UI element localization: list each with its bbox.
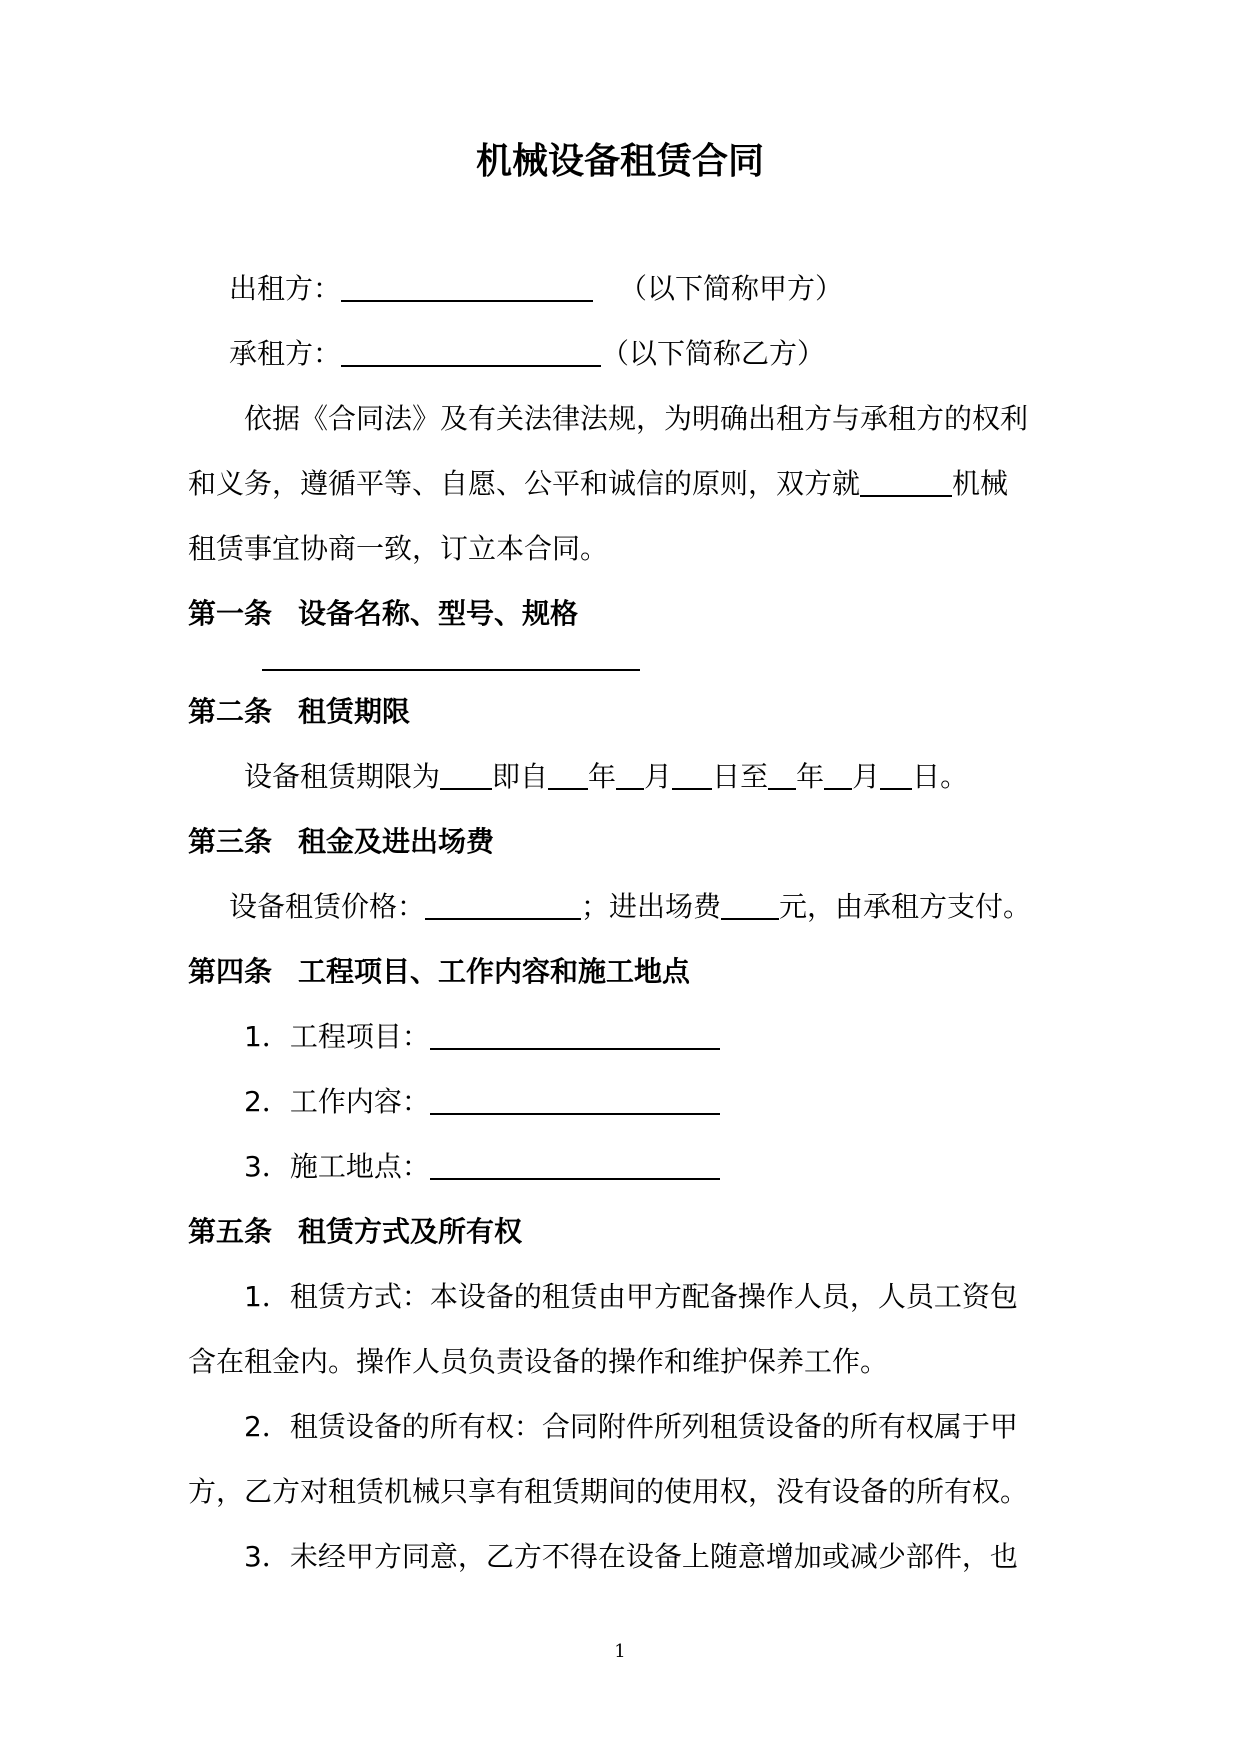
work-content-line: [244, 1082, 1124, 1122]
start-year-blank[interactable]: [548, 758, 588, 790]
lessor-blank[interactable]: [341, 270, 593, 302]
article5-heading: [188, 1212, 1068, 1252]
lessee-note: （以下简称乙方）: [601, 337, 826, 370]
article1-number: 第一条: [188, 597, 273, 630]
article2-number: 第二条: [188, 695, 273, 728]
article3-heading: [188, 822, 1068, 862]
ownership-line1: 2．租赁设备的所有权：合同附件所列租赁设备的所有权属于甲: [244, 1410, 1018, 1443]
project-item-blank[interactable]: [430, 1018, 720, 1050]
equipment-spec-blank[interactable]: [262, 669, 640, 671]
end-day-blank[interactable]: [880, 758, 912, 790]
lessor-note: （以下简称甲方）: [619, 272, 844, 305]
modification-line1: 3．未经甲方同意，乙方不得在设备上随意增加或减少部件，也: [244, 1540, 1018, 1573]
article5-title: 租赁方式及所有权: [298, 1215, 523, 1248]
project-item-line: [244, 1017, 1124, 1057]
article1-title: 设备名称、型号、规格: [298, 597, 579, 630]
entry-exit-fee-label: ；进出场费: [581, 890, 722, 923]
start-year-label: 年: [588, 760, 617, 793]
ownership-line2: 方，乙方对租赁机械只享有租赁期间的使用权，没有设备的所有权。: [188, 1475, 1029, 1508]
end-year-blank[interactable]: [768, 758, 796, 790]
start-month-label: 月: [644, 760, 673, 793]
lease-method-line1: 1．租赁方式：本设备的租赁由甲方配备操作人员，人员工资包: [244, 1280, 1018, 1313]
end-year-label: 年: [796, 760, 825, 793]
lease-duration-blank[interactable]: [440, 758, 492, 790]
rent-price-label: 设备租赁价格：: [229, 890, 426, 923]
lease-to-label: 日至: [712, 760, 769, 793]
article4-number: 第四条: [188, 955, 273, 988]
article5-number: 第五条: [188, 1215, 273, 1248]
start-day-blank[interactable]: [672, 758, 712, 790]
lessor-line: [229, 269, 1109, 309]
rent-price-blank[interactable]: [425, 888, 581, 920]
lessee-blank[interactable]: [341, 335, 601, 367]
entry-exit-fee-blank[interactable]: [721, 888, 779, 920]
lessor-label: 出租方：: [229, 272, 342, 305]
preamble-line2: [188, 464, 1068, 504]
end-month-label: 月: [852, 760, 881, 793]
contract-title: 机械设备租赁合同: [475, 141, 764, 182]
site-location-line: [244, 1147, 1124, 1187]
site-location-blank[interactable]: [430, 1148, 720, 1180]
lessee-label: 承租方：: [229, 337, 342, 370]
lease-from-label: 即自: [492, 760, 549, 793]
lease-end-label: 日。: [912, 760, 969, 793]
work-content-blank[interactable]: [430, 1083, 720, 1115]
machine-name-blank[interactable]: [860, 465, 952, 497]
site-location-label: 3．施工地点：: [244, 1150, 430, 1183]
start-month-blank[interactable]: [616, 758, 644, 790]
article3-title: 租金及进出场费: [298, 825, 495, 858]
article2-heading: [188, 692, 1068, 732]
article2-title: 租赁期限: [298, 695, 411, 728]
end-month-blank[interactable]: [824, 758, 852, 790]
work-content-label: 2．工作内容：: [244, 1085, 430, 1118]
article4-heading: [188, 952, 1068, 992]
page-number: 1: [614, 1641, 626, 1662]
preamble-line2-end: 机械: [952, 467, 1009, 500]
lessee-line: [229, 334, 1109, 374]
fee-payer-text: 元，由承租方支付。: [779, 890, 1032, 923]
article3-number: 第三条: [188, 825, 273, 858]
lease-term-line: [244, 757, 1124, 797]
lease-term-label: 设备租赁期限为: [244, 760, 441, 793]
article1-heading: [188, 594, 1068, 634]
lease-method-line2: 含在租金内。操作人员负责设备的操作和维护保养工作。: [188, 1345, 889, 1378]
preamble-line2-text: 和义务，遵循平等、自愿、公平和诚信的原则，双方就: [188, 467, 861, 500]
project-item-label: 1．工程项目：: [244, 1020, 430, 1053]
article4-title: 工程项目、工作内容和施工地点: [298, 955, 691, 988]
preamble-line3: 租赁事宜协商一致，订立本合同。: [188, 532, 609, 565]
preamble-line1: 依据《合同法》及有关法律法规，为明确出租方与承租方的权利: [244, 402, 1029, 435]
rent-line: [229, 887, 1109, 927]
